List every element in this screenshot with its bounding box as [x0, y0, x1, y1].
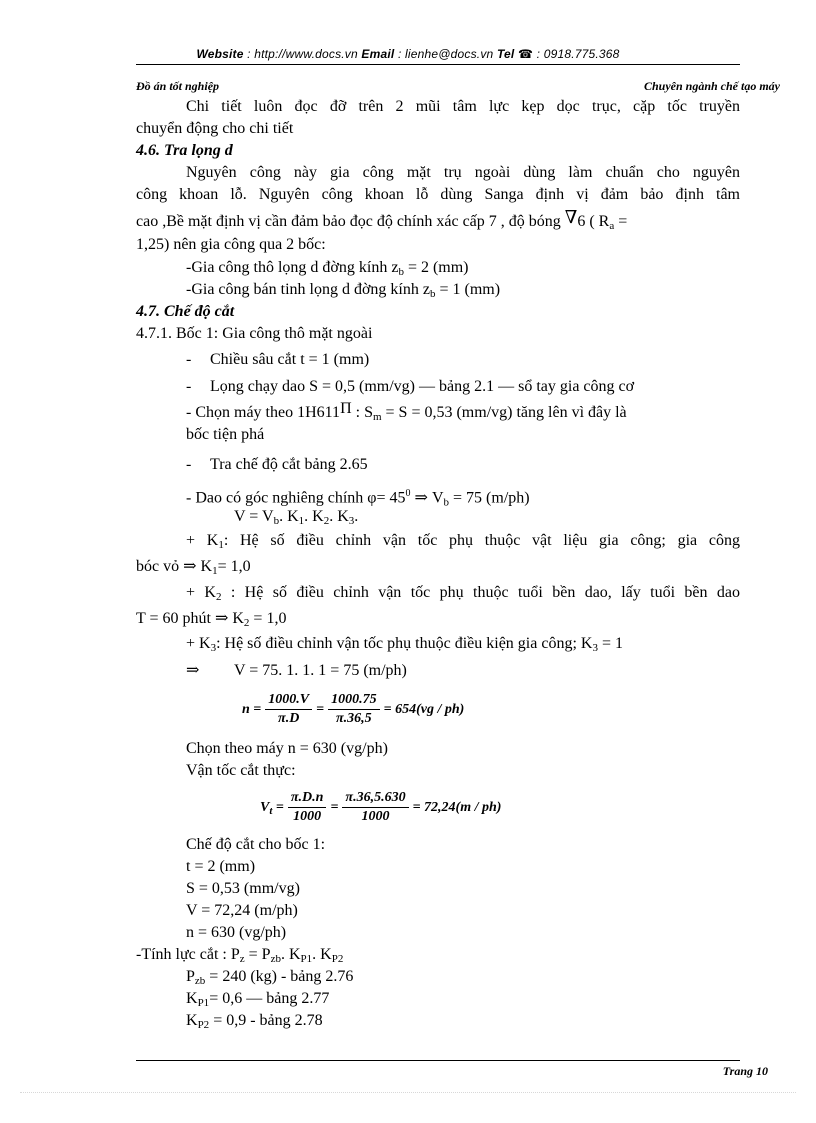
paragraph-line: Nguyên công này gia công mặt trụ ngoài dùng làm chuẩn cho nguyên	[186, 164, 740, 181]
email-address[interactable]: : lienhe@docs.vn	[394, 47, 497, 61]
paragraph-line: bốc tiện phá	[186, 426, 265, 443]
paragraph-line: Chi tiết luôn đọc đỡ trên 2 mũi tâm lực kẹp dọc trục, cặp tốc truyền	[186, 98, 740, 115]
email-label: Email	[361, 47, 395, 61]
implies-arrow: ⇒	[214, 610, 229, 627]
formula-cutting-speed: $V_t$ = $\frac{\pi.D.n}{1000}$ = $\frac{\pi.36,5.630}{1000}$ = 72,24(m / ph)	[260, 790, 502, 824]
paragraph-line: Chọn theo máy n = 630 (vg/ph)	[186, 740, 388, 757]
paragraph-line: + $K_3$: Hệ số điều chỉnh vận tốc phụ thuộc điều kiện gia công; $K_3 = 1$	[186, 635, 623, 654]
paragraph-line: chuyển động cho chi tiết	[136, 120, 294, 137]
paragraph-line: + $K_1$: Hệ số điều chỉnh vận tốc phụ thuộc vật liệu gia công; gia công	[186, 532, 740, 551]
document-specialty: Chuyên ngành chế tạo máy	[643, 79, 780, 93]
page-break-line	[20, 1092, 796, 1093]
bullet-item: - Chiều sâu cắt t = 1 (mm)	[186, 351, 370, 368]
implies-arrow: ⇒	[183, 558, 197, 575]
website-label: Website	[196, 47, 244, 61]
paragraph-line: bóc vỏ ⇒ $K_1= 1,0$	[136, 558, 251, 577]
paragraph-line: n = 630 (vg/ph)	[186, 924, 287, 941]
tel-label: Tel	[496, 47, 515, 61]
paragraph-line: Chế độ cắt cho bốc 1:	[186, 836, 326, 853]
section-heading-4-6: 4.6. Tra lọng d	[136, 142, 233, 159]
phi-symbol: φ	[367, 489, 377, 507]
bullet-item: - Lọng chạy dao S = 0,5 (mm/vg) — bảng 2.1 — sổ tay gia công cơ	[186, 378, 635, 395]
bullet-item: - Dao có góc nghiêng chính $\varphi= 45^0$ ⇒ $V_b = 75$ (m/ph)	[186, 488, 530, 509]
paragraph-line: 1,25) nên gia công qua 2 bốc:	[136, 236, 326, 253]
paragraph-line: ⇒ V = 75. 1. 1. 1 = 75 (m/ph)	[186, 662, 407, 679]
pi-symbol: Π	[340, 400, 352, 417]
implies-arrow: ⇒	[410, 489, 432, 507]
nabla-symbol: ∇	[564, 207, 578, 227]
paragraph-line: cao ,Bề mặt định vị cần đảm bảo đọc độ chính xác cấp 7 , độ bóng ∇6 ( $R_a$ =	[136, 207, 628, 232]
paragraph-line: -Gia công thô lọng d đờng kính $z_b = 2$ (mm)	[186, 259, 469, 278]
paragraph-line: t = 2 (mm)	[186, 858, 256, 875]
paragraph-line: T = 60 phút ⇒ $K_2 = 1,0$	[136, 610, 287, 629]
formula-line: $V = V_b$. $K_1$. $K_2$. $K_3$.	[234, 508, 359, 527]
website-url[interactable]: : http://www.docs.vn	[243, 47, 362, 61]
paragraph-line: công khoan lỗ. Nguyên công khoan lỗ dùng Sanga định vị đảm bảo định tâm	[136, 186, 740, 203]
paragraph-line: -Gia công bán tinh lọng d đờng kính $z_b = 1$ (mm)	[186, 281, 501, 300]
paragraph-line: $K_{P1}= 0,6$ — bảng 2.77	[186, 990, 330, 1009]
paragraph-line: $P_{zb} = 240$ (kg) - bảng 2.76	[186, 968, 354, 987]
page-number: Trang 10	[722, 1064, 768, 1078]
document-title: Đồ án tốt nghiệp	[136, 79, 220, 93]
paragraph-line: $K_{P2} = 0,9$ - bảng 2.78	[186, 1012, 323, 1031]
paragraph-line: -Tính lực cắt : $P_z = P_{zb}$. $K_{P1}$. $K_{P2}$	[136, 946, 344, 965]
bullet-item: - Tra chế độ cắt bảng 2.65	[186, 456, 368, 473]
section-heading-4-7: 4.7. Chế độ cắt	[136, 303, 235, 320]
tel-number: ☎ : 0918.775.368	[514, 47, 620, 61]
paragraph-line: S = 0,53 (mm/vg)	[186, 880, 300, 897]
implies-arrow: ⇒	[186, 662, 200, 679]
paragraph-line: + $K_2$ : Hệ số điều chỉnh vận tốc phụ thuộc tuổi bền dao, lấy tuổi bền dao	[186, 584, 740, 603]
header-divider	[136, 64, 740, 65]
paragraph-line: V = 72,24 (m/ph)	[186, 902, 298, 919]
paragraph-line: Vận tốc cắt thực:	[186, 762, 296, 779]
footer-divider	[136, 1060, 740, 1061]
formula-spindle-speed: n = $\frac{1000.V}{\pi.D}$ = $\frac{1000.75}{\pi.36,5}$ = 654(vg / ph)	[242, 692, 465, 726]
website-header	[0, 47, 816, 61]
subsection-heading: 4.7.1. Bốc 1: Gia công thô mặt ngoài	[136, 325, 373, 342]
bullet-item: - Chọn máy theo 1H611Π : $S_m = S = 0,53$ (mm/vg) tăng lên vì đây là	[186, 400, 627, 423]
